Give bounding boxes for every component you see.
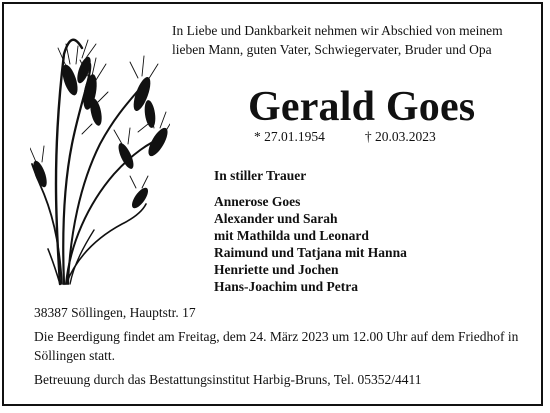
undertaker-info: Betreuung durch das Bestattungsinstitut Harbig-Bruns, Tel. 05352/4411 <box>34 372 422 387</box>
deceased-name: Gerald Goes <box>248 84 476 130</box>
death-date: † 20.03.2023 <box>364 129 436 144</box>
mourner-name: Hans-Joachim und Petra <box>214 279 359 294</box>
mourner-name: Henriette und Jochen <box>214 262 339 277</box>
address-line: 38387 Söllingen, Hauptstr. 17 <box>34 305 196 320</box>
intro-text: In Liebe und Dankbarkeit nehmen wir Abschied von meinem lieben Mann, guten Vater, Schwiegervater, Bruder und Opa <box>172 23 503 57</box>
mourner-name: Alexander und Sarah <box>214 211 338 226</box>
birth-date: * 27.01.1954 <box>254 129 325 144</box>
funeral-info: Die Beerdigung findet am Freitag, dem 24. März 2023 um 12.00 Uhr auf dem Friedhof in Söllingen statt. <box>34 329 519 363</box>
grain-stalks-icon <box>30 34 170 286</box>
mourner-name: Raimund und Tatjana mit Hanna <box>214 245 407 260</box>
life-dates <box>254 128 436 146</box>
mourners-block <box>214 167 407 295</box>
mourner-name: mit Mathilda und Leonard <box>214 228 369 243</box>
mourners-heading: In stiller Trauer <box>214 168 307 183</box>
mourner-name: Annerose Goes <box>214 194 301 209</box>
